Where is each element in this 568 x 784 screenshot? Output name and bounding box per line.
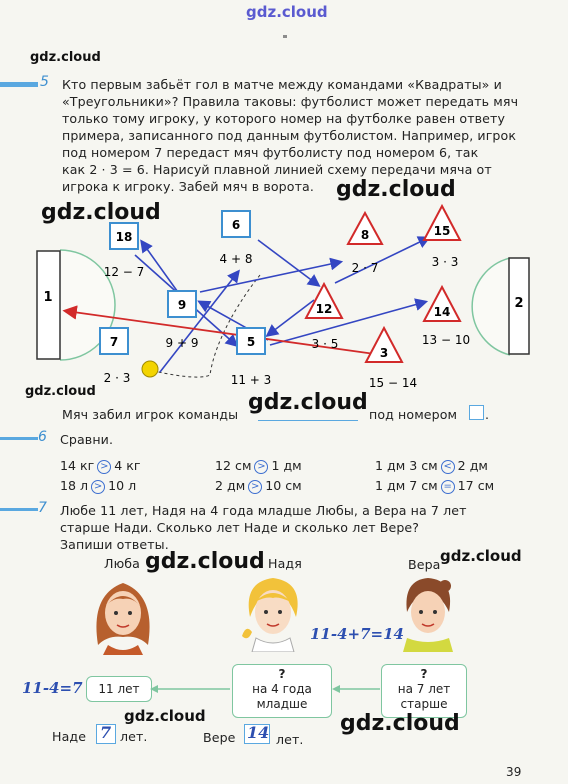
- task-5-bar: [0, 82, 38, 87]
- watermark-6: gdz.cloud: [145, 549, 265, 574]
- compare-right: 10 см: [265, 478, 302, 493]
- box-vera-age: [381, 664, 467, 718]
- answer-nadya-box[interactable]: [96, 724, 116, 744]
- period-mark: .: [485, 407, 490, 422]
- task-7-line: Любе 11 лет, Надя на 4 года младше Любы, а Вера на 7 лет: [60, 503, 467, 518]
- football-diagram: [0, 195, 568, 405]
- goal-right-label: 2: [514, 296, 524, 311]
- triangle-player-8: [348, 213, 382, 275]
- player-expression: 15 − 14: [368, 376, 418, 390]
- task-7-line: старше Нади. Сколько лет Наде и сколько лет Вере?: [60, 520, 420, 535]
- right-penalty-arc: [472, 258, 510, 355]
- watermark-9: gdz.cloud: [340, 711, 460, 736]
- answer-vera-value: 14: [247, 723, 270, 742]
- pass-arrow: [200, 262, 340, 292]
- compare-left: 1 дм 3 см: [375, 458, 438, 473]
- player-number: 3: [379, 346, 389, 360]
- square-player-9: [166, 291, 199, 350]
- task-7-line: Запиши ответы.: [60, 537, 169, 552]
- square-player-18: [104, 223, 145, 279]
- compare-left: 1 дм 7 см: [375, 478, 438, 493]
- scheme-arrows: [150, 680, 385, 700]
- player-expression: 2 · 3: [103, 371, 131, 385]
- triangle-player-12: [306, 284, 342, 351]
- goal-left: [37, 251, 60, 359]
- goal-left-label: 1: [43, 290, 53, 305]
- ball-icon: [142, 361, 158, 377]
- name-vera: Вера: [408, 557, 441, 572]
- compare-item: [375, 478, 494, 494]
- nadya-portrait: [238, 572, 308, 652]
- hand-expression-vera: 11-4+7=14: [310, 625, 404, 643]
- task-5-answer-start: Мяч забил игрок команды: [62, 407, 239, 422]
- box-line: старше: [400, 697, 448, 711]
- square-player-5: [231, 328, 272, 387]
- task-7-bar: [0, 508, 38, 511]
- task-5-line: только тому игроку, у которого номер на футболке равен ответу: [62, 111, 506, 126]
- watermark-2: gdz.cloud: [336, 177, 456, 202]
- box-luba-age: [86, 676, 152, 702]
- task-6-title: Сравни.: [60, 432, 114, 447]
- box-line: младше: [256, 697, 308, 711]
- compare-right: 2 дм: [457, 458, 488, 473]
- dot-mark: [283, 35, 287, 38]
- watermark-5: gdz.cloud: [248, 390, 368, 415]
- task-5-line: примера, записанного под данным футболистом. Например, игрок: [62, 128, 517, 143]
- team-answer-field[interactable]: [258, 420, 358, 421]
- player-number: 15: [433, 224, 451, 238]
- player-expression: 11 + 3: [230, 373, 272, 387]
- player-number: 6: [231, 218, 241, 232]
- player-number: 18: [115, 230, 133, 244]
- answer-vera-box[interactable]: [244, 724, 270, 744]
- task-5-line: «Треугольники»? Правила таковы: футболист может передать мяч: [62, 94, 519, 109]
- task-5-line: как 2 · 3 = 6. Нарисуй плавной линией схему передачи мяча от: [62, 162, 492, 177]
- compare-item: [60, 478, 136, 494]
- compare-item: [375, 458, 488, 474]
- name-luba: Люба: [104, 556, 140, 571]
- compare-item: [215, 458, 302, 474]
- triangle-player-3: [366, 328, 417, 390]
- task-6-number: 6: [38, 429, 47, 445]
- box-line: на 7 лет: [397, 682, 451, 696]
- watermark-7: gdz.cloud: [440, 547, 522, 565]
- luba-portrait: [88, 575, 158, 655]
- answer-nadya-unit: лет.: [120, 729, 148, 744]
- task-5-line: Кто первым забьёт гол в матче между командами «Квадраты» и: [62, 77, 502, 92]
- player-number: 8: [360, 228, 370, 242]
- number-answer-box[interactable]: [469, 405, 484, 420]
- compare-sign[interactable]: >: [254, 460, 268, 474]
- compare-sign[interactable]: >: [97, 460, 111, 474]
- player-expression: 9 + 9: [165, 336, 199, 350]
- compare-sign[interactable]: <: [441, 460, 455, 474]
- compare-right: 17 см: [457, 478, 495, 493]
- compare-right: 10 л: [108, 478, 137, 493]
- box-line: на 4 года: [252, 682, 312, 696]
- compare-left: 18 л: [60, 478, 89, 493]
- watermark-8: gdz.cloud: [124, 707, 206, 725]
- task-5-number: 5: [40, 74, 49, 90]
- watermark-1: gdz.cloud: [30, 50, 101, 65]
- player-expression: 12 − 7: [103, 265, 145, 279]
- player-number: 9: [177, 298, 187, 312]
- player-expression: 13 − 10: [421, 333, 471, 347]
- task-7-number: 7: [38, 500, 47, 516]
- box-question: ?: [420, 667, 428, 681]
- task-5-answer-end: под номером: [369, 407, 458, 422]
- pass-arrow: [270, 302, 425, 345]
- compare-item: [215, 478, 302, 494]
- compare-left: 2 дм: [215, 478, 246, 493]
- triangle-player-15: [424, 206, 460, 269]
- compare-right: 4 кг: [114, 458, 141, 473]
- compare-sign[interactable]: >: [248, 480, 262, 494]
- task-5-line: игрока к игроку. Забей мяч в ворота.: [62, 179, 314, 194]
- hand-expression-nadya: 11-4=7: [22, 679, 83, 697]
- pass-arrow: [142, 242, 180, 295]
- compare-item: [60, 458, 141, 474]
- compare-right: 1 дм: [271, 458, 302, 473]
- answer-vera-label: Вере: [203, 730, 236, 745]
- box-question: ?: [278, 667, 286, 681]
- task-5-line: под номером 7 передаст мяч футболисту под номером 6, так: [62, 145, 479, 160]
- player-number: 12: [315, 302, 333, 316]
- player-number: 7: [109, 335, 119, 349]
- page-number: 39: [506, 765, 522, 779]
- player-expression: 3 · 3: [431, 255, 459, 269]
- triangle-player-14: [422, 287, 470, 347]
- square-player-7: [100, 328, 130, 385]
- square-player-6: [220, 211, 253, 266]
- player-number: 14: [433, 305, 451, 319]
- watermark-3: gdz.cloud: [41, 200, 161, 225]
- compare-sign[interactable]: =: [441, 480, 455, 494]
- answer-vera-unit: лет.: [276, 732, 304, 747]
- player-expression: 2 · 7: [351, 261, 379, 275]
- compare-sign[interactable]: >: [91, 480, 105, 494]
- name-nadya: Надя: [268, 556, 302, 571]
- answer-nadya-label: Наде: [52, 729, 87, 744]
- player-expression: 4 + 8: [219, 252, 253, 266]
- compare-left: 14 кг: [60, 458, 95, 473]
- compare-left: 12 см: [215, 458, 252, 473]
- answer-nadya-value: 7: [100, 723, 112, 742]
- box-luba-text: 11 лет: [98, 682, 140, 696]
- watermark-top: gdz.cloud: [246, 3, 328, 21]
- player-number: 5: [246, 335, 256, 349]
- watermark-4: gdz.cloud: [25, 384, 96, 399]
- player-expression: 3 · 5: [311, 337, 339, 351]
- task-6-bar: [0, 437, 38, 440]
